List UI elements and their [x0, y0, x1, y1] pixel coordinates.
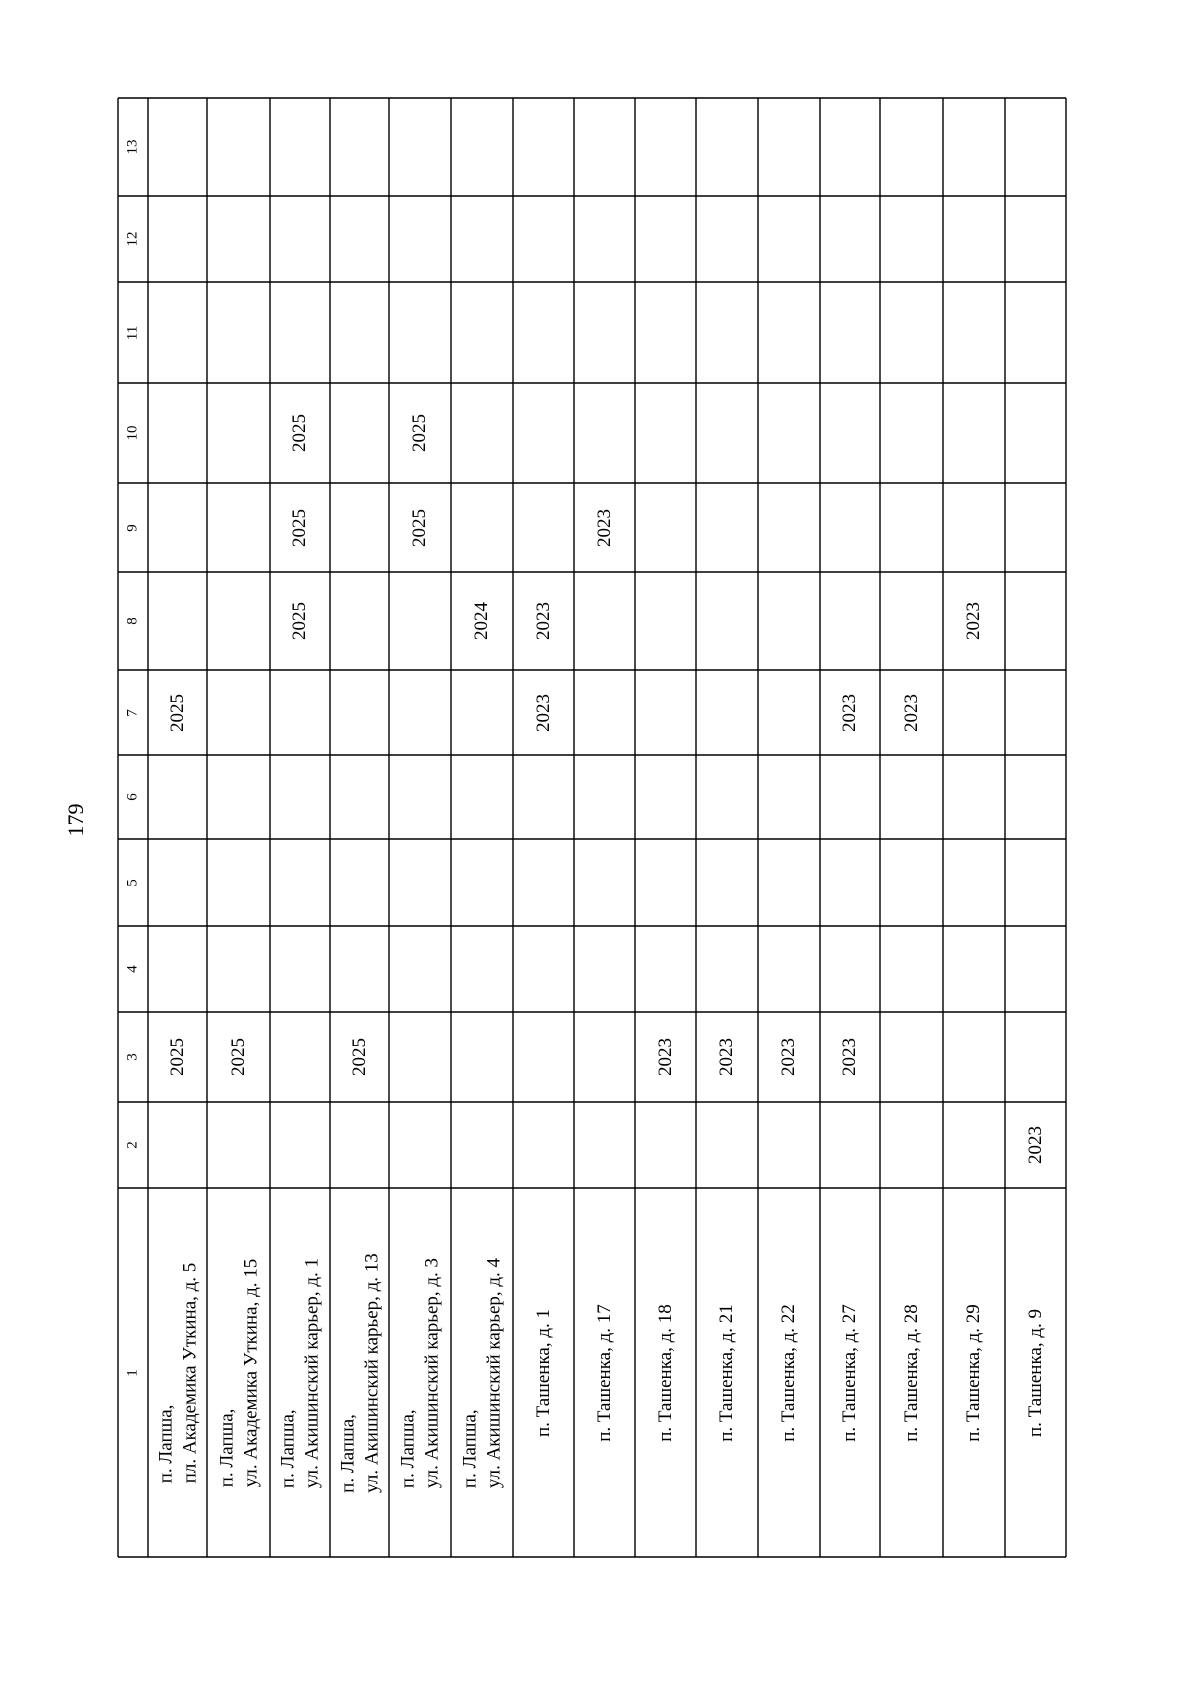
year-cell: 2025 [166, 693, 188, 732]
address-line: ул. Акишинский карьер, д. 1 [301, 1257, 322, 1488]
address-line: п. Лапша, [277, 1408, 299, 1488]
year-cell: 2023 [900, 693, 922, 732]
column-header: 4 [124, 965, 141, 973]
address-line: п. Ташенка, д. 17 [593, 1303, 615, 1442]
address-line: ул. Академика Уткина, д. 15 [239, 1258, 261, 1487]
column-header: 9 [124, 523, 141, 532]
column-header: 3 [124, 1053, 141, 1061]
address-line: п. Лапша, [154, 1404, 176, 1483]
year-cell: 2023 [839, 1038, 861, 1076]
address-line: п. Ташенка, д. 29 [963, 1303, 985, 1442]
year-cell: 2024 [471, 602, 493, 640]
year-cell: 2023 [532, 693, 554, 732]
address-line: п. Ташенка, д. 28 [900, 1303, 922, 1442]
column-header: 5 [124, 878, 141, 887]
column-header: 13 [124, 139, 141, 155]
address-line: ул. Акишинский карьер, д. 3 [421, 1257, 442, 1488]
year-cell: 2025 [409, 414, 431, 452]
year-cell: 2023 [716, 1038, 738, 1076]
column-header: 1 [124, 1368, 141, 1377]
year-cell: 2023 [778, 1038, 800, 1076]
column-header: 7 [124, 708, 141, 717]
address-line: п. Лапша, [459, 1408, 481, 1488]
column-header: 8 [124, 617, 141, 625]
year-cell: 2025 [166, 1038, 188, 1076]
address-line: п. Лапша, [397, 1408, 419, 1488]
year-cell: 2025 [409, 508, 431, 547]
address-line: ул. Акишинский карьер, д. 13 [360, 1252, 382, 1493]
year-cell: 2023 [593, 508, 615, 547]
year-cell: 2023 [963, 602, 985, 640]
address-line: п. Лапша, [336, 1413, 358, 1493]
address-line: п. Ташенка, д. 22 [778, 1303, 800, 1442]
year-cell: 2023 [654, 1038, 676, 1076]
year-cell: 2025 [289, 602, 311, 640]
year-cell: 2025 [289, 508, 311, 547]
year-cell: 2023 [839, 693, 861, 732]
address-line: пл. Академика Уткина, д. 5 [178, 1262, 200, 1483]
address-line: п. Ташенка, д. 1 [532, 1308, 554, 1437]
year-cell: 2025 [289, 414, 311, 452]
address-line: п. Ташенка, д. 18 [654, 1303, 676, 1442]
column-header: 10 [124, 425, 141, 441]
year-cell: 2023 [532, 602, 554, 640]
address-line: п. Лапша, [215, 1408, 237, 1487]
column-header: 6 [124, 793, 141, 801]
column-header: 12 [124, 231, 141, 247]
address-line: п. Ташенка, д. 27 [839, 1303, 861, 1442]
address-line: п. Ташенка, д. 9 [1024, 1308, 1046, 1437]
year-cell: 2025 [348, 1038, 370, 1076]
year-cell: 2025 [227, 1038, 249, 1076]
column-header: 2 [124, 1141, 141, 1149]
address-line: п. Ташенка, д. 21 [716, 1303, 738, 1442]
page-number: 179 [63, 803, 88, 837]
column-header: 11 [124, 325, 141, 340]
year-cell: 2023 [1024, 1126, 1046, 1164]
address-line: ул. Акишинский карьер, д. 4 [483, 1257, 504, 1488]
